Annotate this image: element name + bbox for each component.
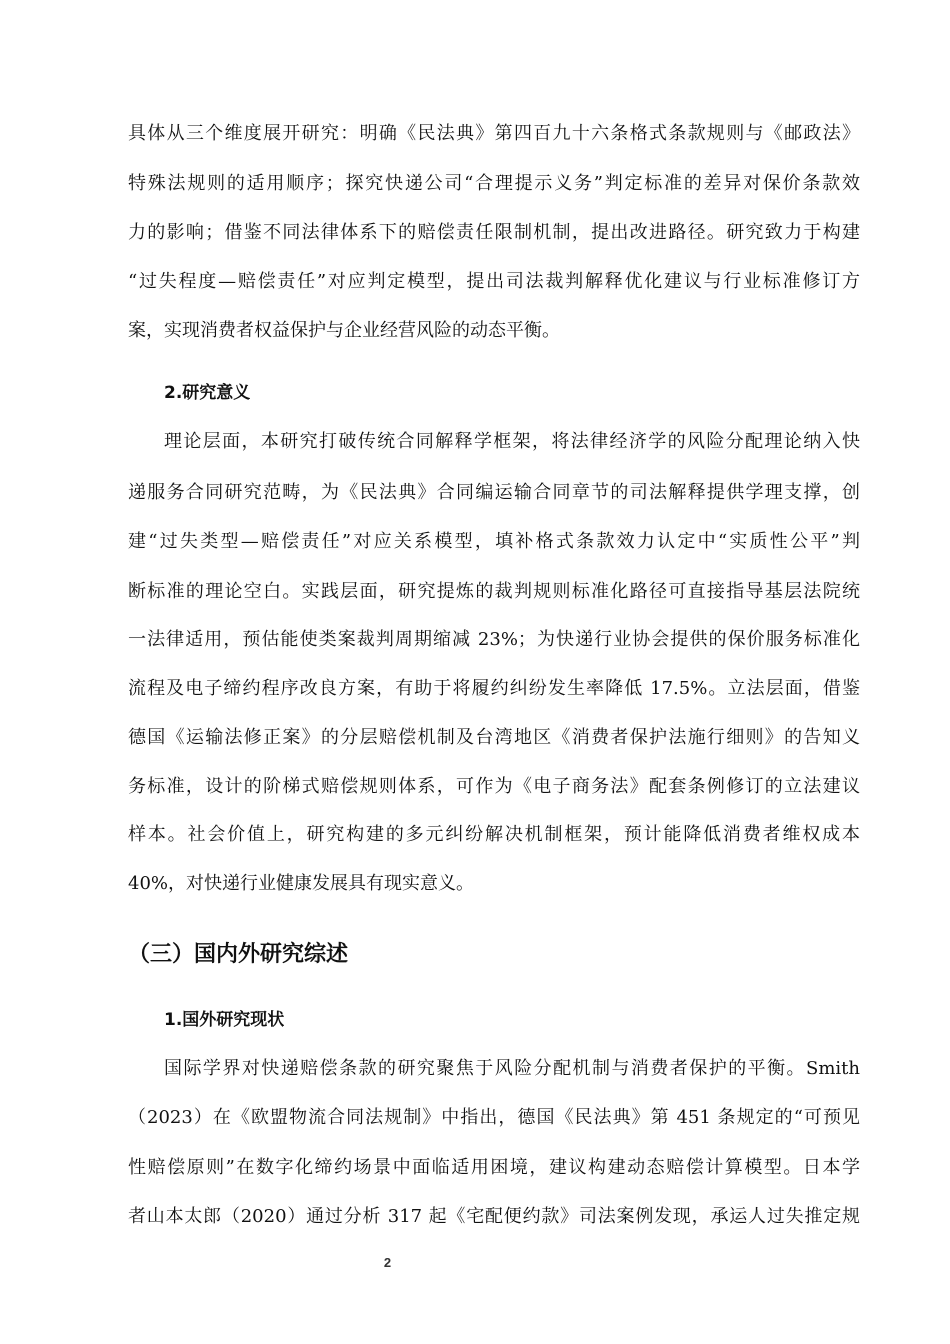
section-heading-review: （三）国内外研究综述 xyxy=(128,942,349,967)
paragraph-line: （2023）在《欧盟物流合同法规制》中指出，德国《民法典》第 451 条规定的“可预见 xyxy=(128,1107,860,1128)
paragraph-line: 特殊法规则的适用顺序；探究快递公司“合理提示义务”判定标准的差异对保价条款效 xyxy=(128,173,860,194)
paragraph-line: 德国《运输法修正案》的分层赔偿机制及台湾地区《消费者保护法施行细则》的告知义 xyxy=(128,727,860,748)
paragraph-line: 断标准的理论空白。实践层面，研究提炼的裁判规则标准化路径可直接指导基层法院统 xyxy=(128,581,860,602)
paragraph-line: 样本。社会价值上，研究构建的多元纠纷解决机制框架，预计能降低消费者维权成本 xyxy=(128,824,860,845)
paragraph-line: 案，实现消费者权益保护与企业经营风险的动态平衡。 xyxy=(128,320,560,341)
paragraph-line: 性赔偿原则”在数字化缔约场景中面临适用困境，建议构建动态赔偿计算模型。日本学 xyxy=(128,1157,860,1178)
section-heading-foreign: 1.国外研究现状 xyxy=(164,1010,285,1030)
paragraph-line: 力的影响；借鉴不同法律体系下的赔偿责任限制机制，提出改进路径。研究致力于构建 xyxy=(128,222,860,243)
section-heading-significance: 2.研究意义 xyxy=(164,383,251,403)
paragraph-line: 理论层面，本研究打破传统合同解释学框架，将法律经济学的风险分配理论纳入快 xyxy=(164,431,860,452)
paragraph-line: “过失程度—赔偿责任”对应判定模型，提出司法裁判解释优化建议与行业标准修订方 xyxy=(128,271,860,292)
paragraph-line: 一法律适用，预估能使类案裁判周期缩减 23%；为快递行业协会提供的保价服务标准化 xyxy=(128,629,860,650)
paragraph-line: 40%，对快递行业健康发展具有现实意义。 xyxy=(128,873,475,894)
paragraph-line: 务标准，设计的阶梯式赔偿规则体系，可作为《电子商务法》配套条例修订的立法建议 xyxy=(128,776,860,797)
paragraph-line: 建“过失类型—赔偿责任”对应关系模型，填补格式条款效力认定中“实质性公平”判 xyxy=(128,531,860,552)
paragraph-line: 具体从三个维度展开研究：明确《民法典》第四百九十六条格式条款规则与《邮政法》 xyxy=(128,123,860,144)
paragraph-line: 者山本太郎（2020）通过分析 317 起《宅配便约款》司法案例发现，承运人过失推定规 xyxy=(128,1206,860,1227)
paragraph-line: 流程及电子缔约程序改良方案，有助于将履约纠纷发生率降低 17.5%。立法层面，借鉴 xyxy=(128,678,860,699)
paragraph-line: 递服务合同研究范畴，为《民法典》合同编运输合同章节的司法解释提供学理支撑，创 xyxy=(128,482,860,503)
page-number: 2 xyxy=(383,1255,392,1270)
paragraph-line: 国际学界对快递赔偿条款的研究聚焦于风险分配机制与消费者保护的平衡。Smith xyxy=(164,1058,860,1079)
